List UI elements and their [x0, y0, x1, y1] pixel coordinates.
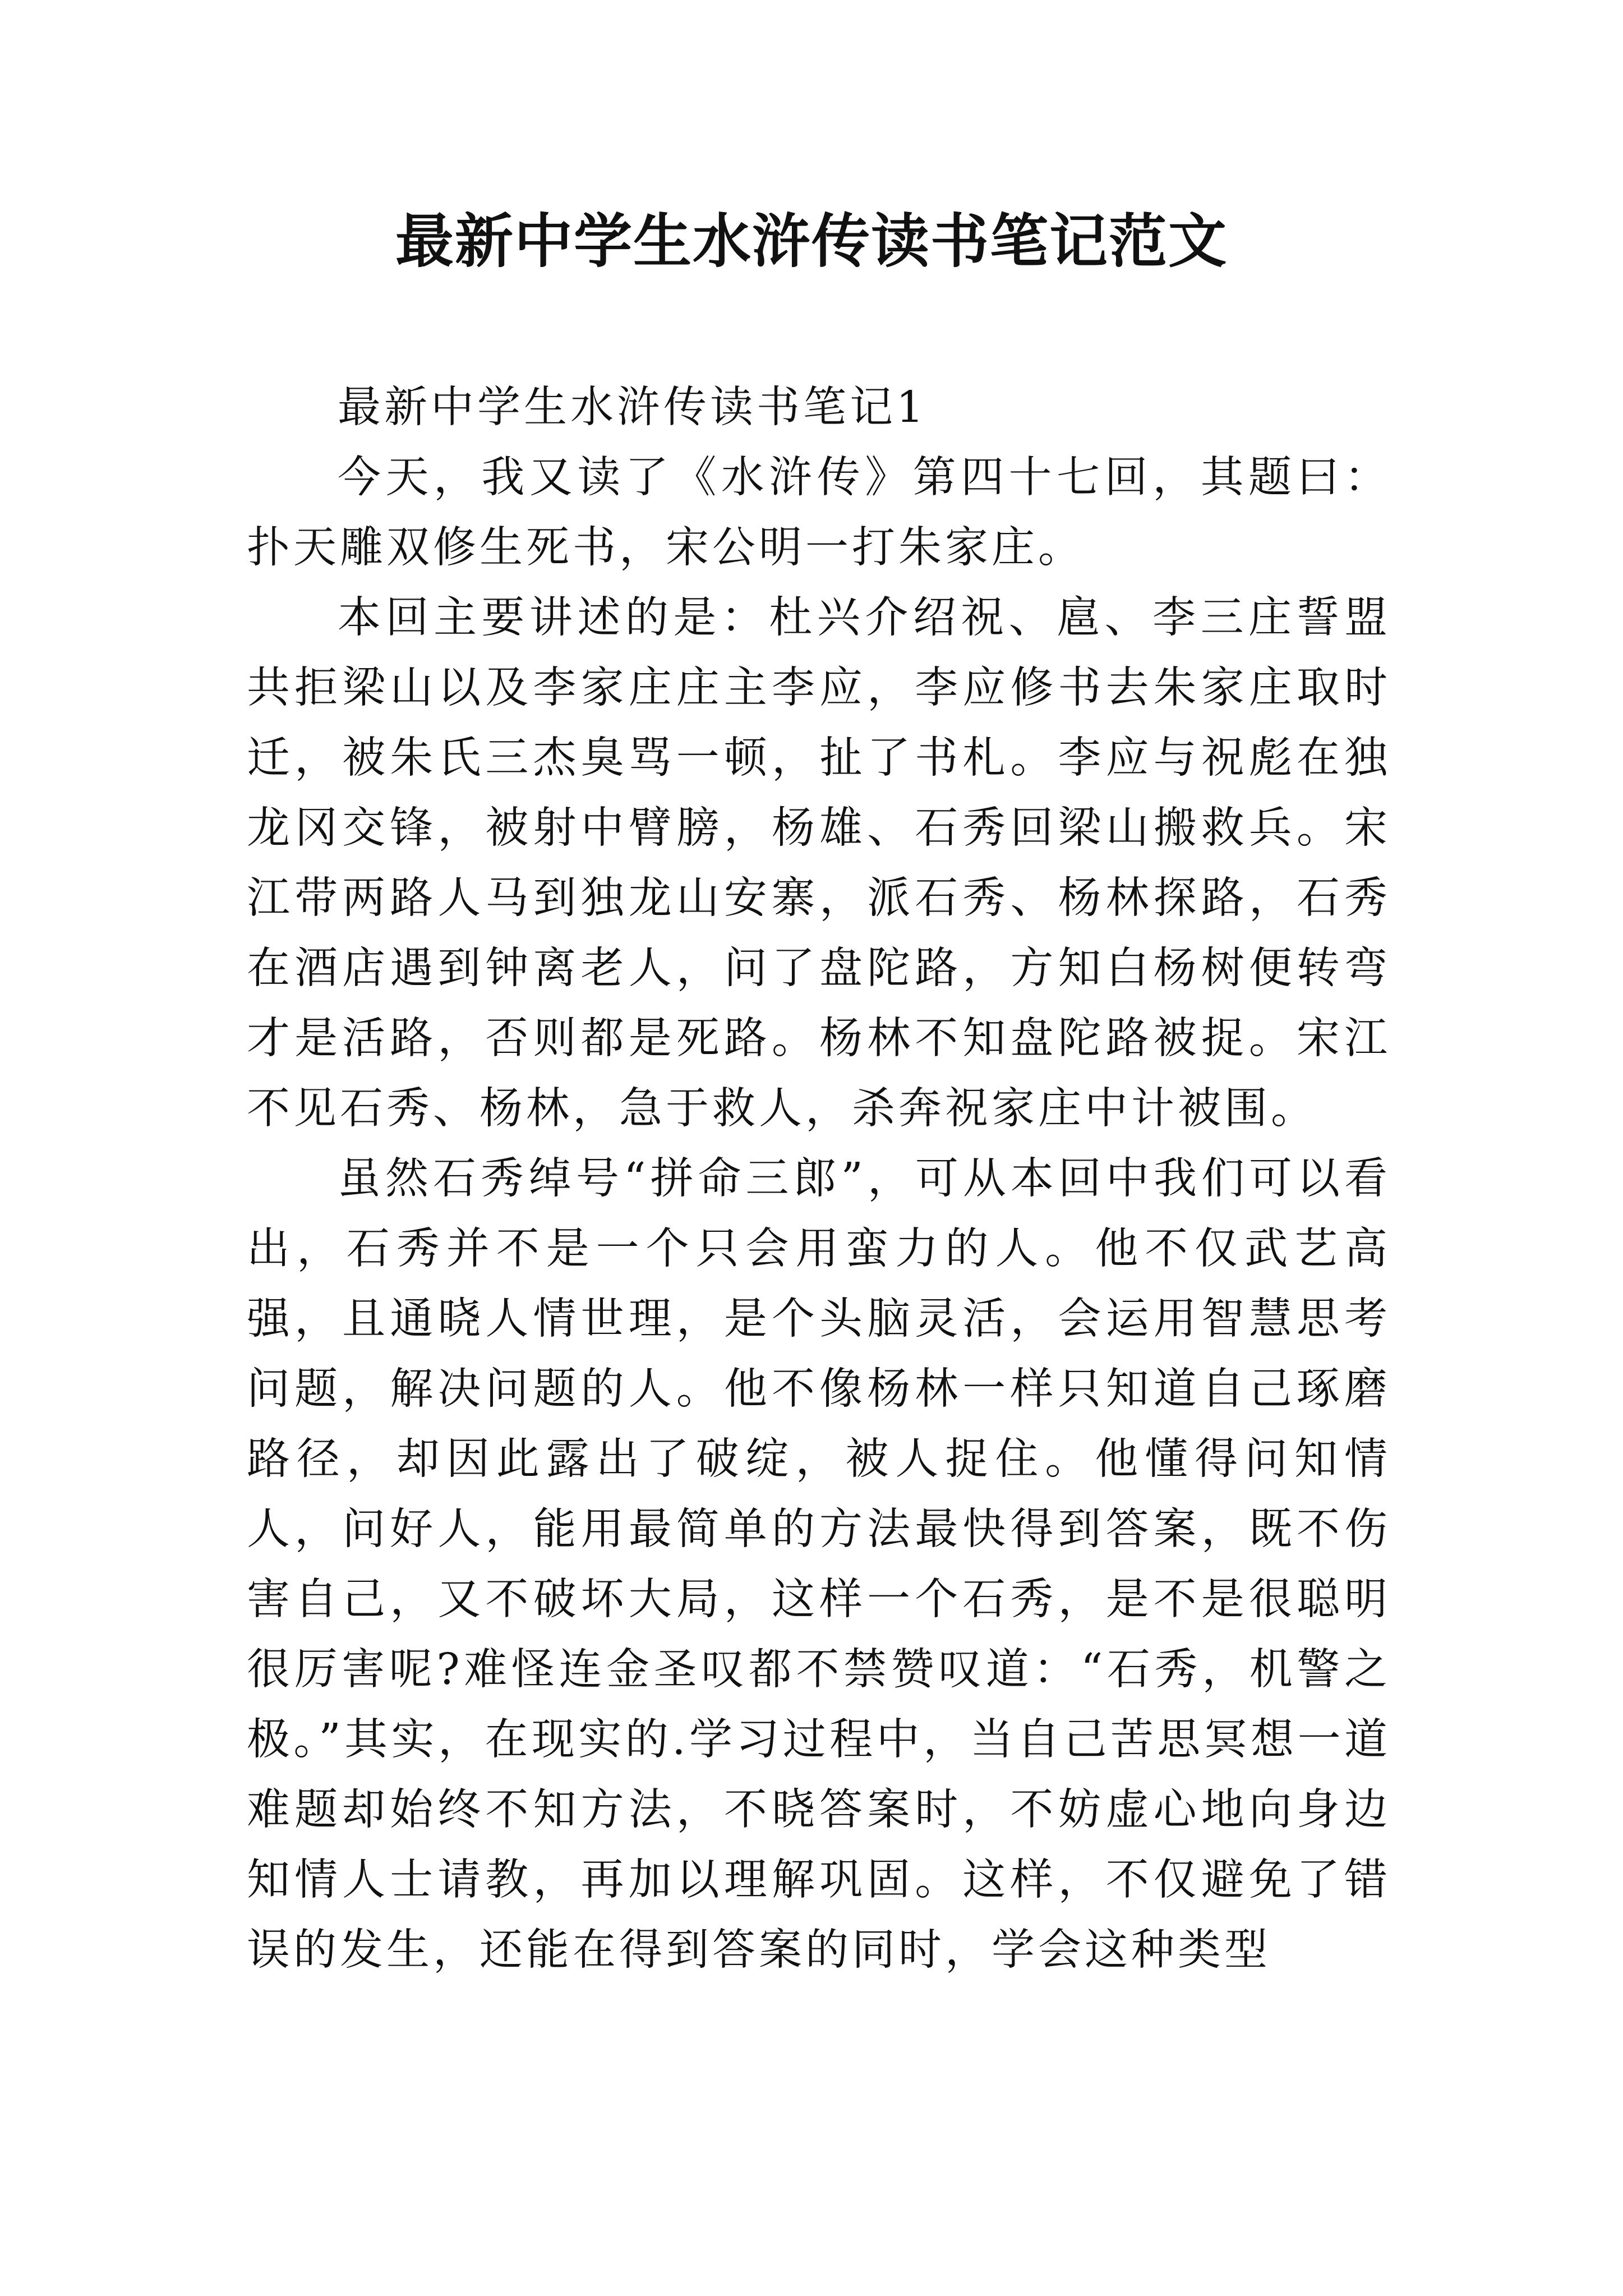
document-body: [247, 372, 1391, 1985]
document-title: 最新中学生水浒传读书笔记范文: [395, 206, 1228, 275]
paragraph: 虽然石秀绰号“拼命三郎”，可从本回中我们可以看出，石秀并不是一个只会用蛮力的人。他不仅武艺高强，且通晓人情世理，是个头脑灵活，会运用智慧思考问题，解决问题的人。他不像杨林一样只知道自己琢磨路径，却因此露出了破绽，被人捉住。他懂得问知情人，问好人，能用最简单的方法最快得到答案，既不伤害自己，又不破坏大局，这样一个石秀，是不是很聪明很厉害呢?难怪连金圣叹都不禁赞叹道：“石秀，机警之极。”其实，在现实的.学习过程中，当自己苦思冥想一道难题却始终不知方法，不晓答案时，不妨虚心地向身边知情人士请教，再加以理解巩固。这样，不仅避免了错误的发生，还能在得到答案的同时，学会这种类型: [247, 1154, 1391, 1975]
paragraph: 本回主要讲述的是：杜兴介绍祝、扈、李三庄誓盟共拒梁山以及李家庄庄主李应，李应修书去朱家庄取时迁，被朱氏三杰臭骂一顿，扯了书札。李应与祝彪在独龙冈交锋，被射中臂膀，杨雄、石秀回梁山搬救兵。宋江带两路人马到独龙山安寨，派石秀、杨林探路，石秀在酒店遇到钟离老人，问了盘陀路，方知白杨树便转弯才是活路，否则都是死路。杨林不知盘陀路被捉。宋江不见石秀、杨林，急于救人，杀奔祝家庄中计被围。: [247, 593, 1391, 1134]
paragraph-heading: 最新中学生水浒传读书笔记1: [338, 383, 927, 432]
paragraph: 今天，我又读了《水浒传》第四十七回，其题曰：扑天雕双修生死书，宋公明一打朱家庄。: [247, 453, 1391, 573]
